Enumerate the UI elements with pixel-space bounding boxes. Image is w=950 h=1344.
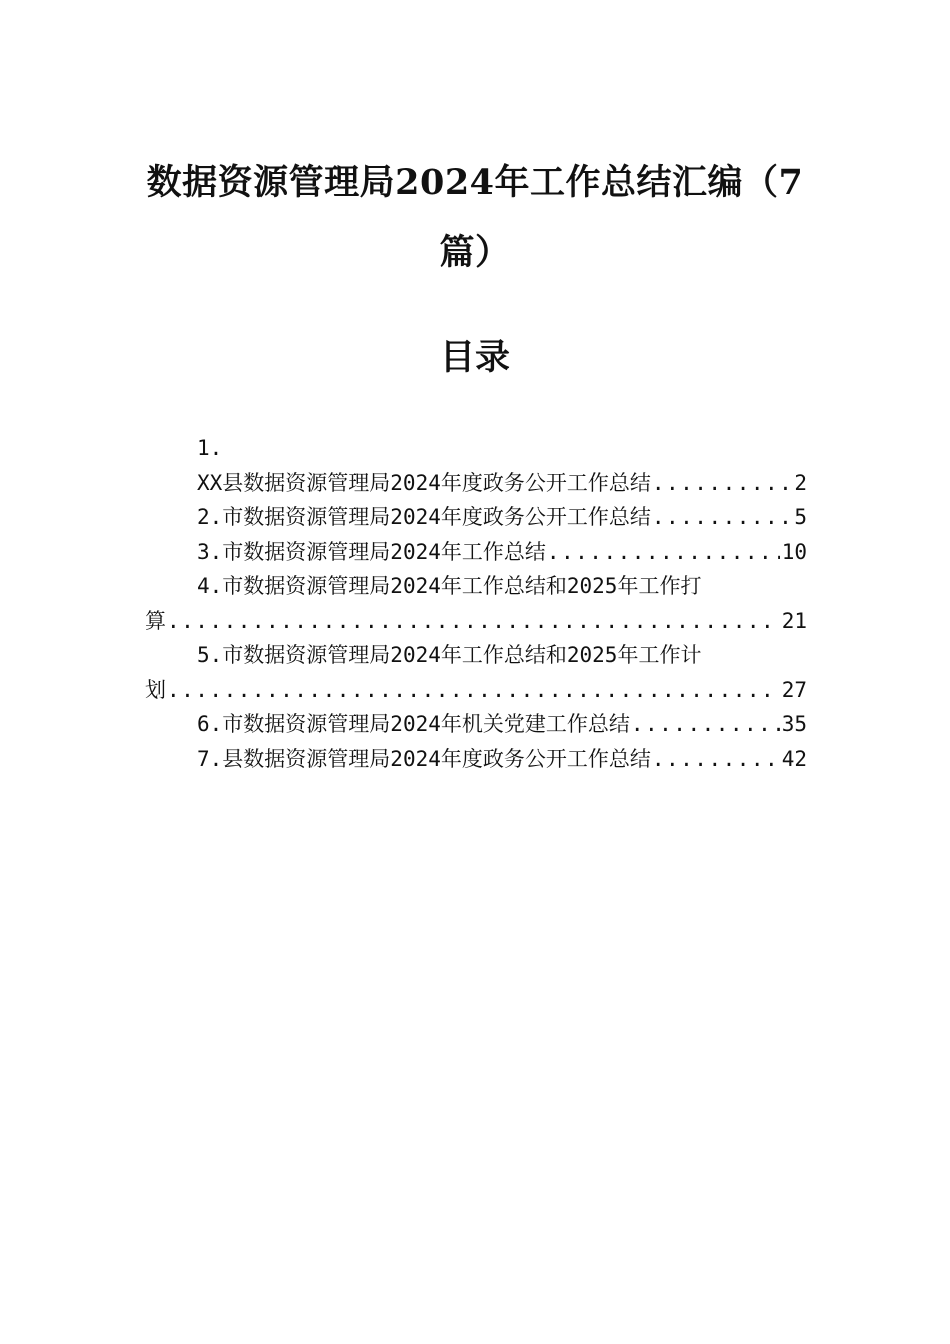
toc-entry-line [145, 535, 807, 570]
toc-entry-page: 2 [794, 470, 807, 495]
toc-leader-dots [547, 535, 780, 570]
toc-entry-number: 3. [197, 539, 223, 564]
toc-leader-dots [652, 466, 792, 501]
toc-entry-2[interactable] [145, 500, 807, 535]
toc-leader-dots [652, 500, 792, 535]
toc-heading: 目录 [439, 337, 510, 378]
toc-entry-number: 1. [197, 436, 223, 460]
toc-entry-title: 市数据资源管理局2024年机关党建工作总结 [222, 712, 630, 736]
toc-entry-line [145, 431, 807, 466]
toc-entry-title: 市数据资源管理局2024年工作总结 [222, 539, 546, 564]
toc-entry-title-continued: 算 [145, 608, 166, 633]
toc-entry-number: 7. [197, 746, 223, 771]
toc-entry-5[interactable] [145, 638, 807, 707]
toc-entry-line [145, 500, 807, 535]
toc-entry-title-continued: 划 [145, 677, 166, 702]
toc-entry-3[interactable] [145, 535, 807, 570]
toc-entry-number: 2. [197, 505, 223, 529]
toc-entry-line [145, 466, 807, 501]
toc-leader-dots [631, 707, 780, 742]
document-title-line-2: 篇） [439, 232, 511, 273]
table-of-contents [145, 431, 807, 776]
toc-entry-title: XX县数据资源管理局2024年度政务公开工作总结 [197, 470, 651, 495]
toc-entry-page: 42 [781, 746, 807, 771]
document-title [140, 148, 810, 288]
toc-entry-number: 5. [197, 643, 223, 667]
toc-leader-dots [167, 604, 780, 639]
toc-entry-title: 市数据资源管理局2024年工作总结和2025年工作打 [222, 574, 702, 598]
toc-entry-number: 6. [197, 712, 223, 736]
toc-leader-dots [652, 742, 780, 777]
toc-entry-page: 21 [781, 608, 807, 633]
toc-entry-4[interactable] [145, 569, 807, 638]
toc-entry-number: 4. [197, 574, 223, 598]
document-title-line-1: 数据资源管理局2024年工作总结汇编（7 [146, 162, 804, 203]
toc-entry-line [145, 742, 807, 777]
toc-entry-page: 27 [781, 677, 807, 702]
toc-entry-page: 5 [794, 505, 807, 529]
toc-entry-line [145, 569, 807, 604]
toc-entry-page: 35 [781, 712, 807, 736]
toc-entry-title: 市数据资源管理局2024年度政务公开工作总结 [222, 505, 651, 529]
toc-entry-line [145, 638, 807, 673]
toc-entry-7[interactable] [145, 742, 807, 777]
toc-entry-line [145, 707, 807, 742]
toc-entry-title: 县数据资源管理局2024年度政务公开工作总结 [222, 746, 651, 771]
toc-entry-page: 10 [781, 539, 807, 564]
toc-entry-line [145, 673, 807, 708]
toc-entry-line [145, 604, 807, 639]
toc-leader-dots [167, 673, 780, 708]
toc-entry-6[interactable] [145, 707, 807, 742]
toc-entry-1[interactable] [145, 431, 807, 500]
toc-entry-title: 市数据资源管理局2024年工作总结和2025年工作计 [222, 643, 702, 667]
